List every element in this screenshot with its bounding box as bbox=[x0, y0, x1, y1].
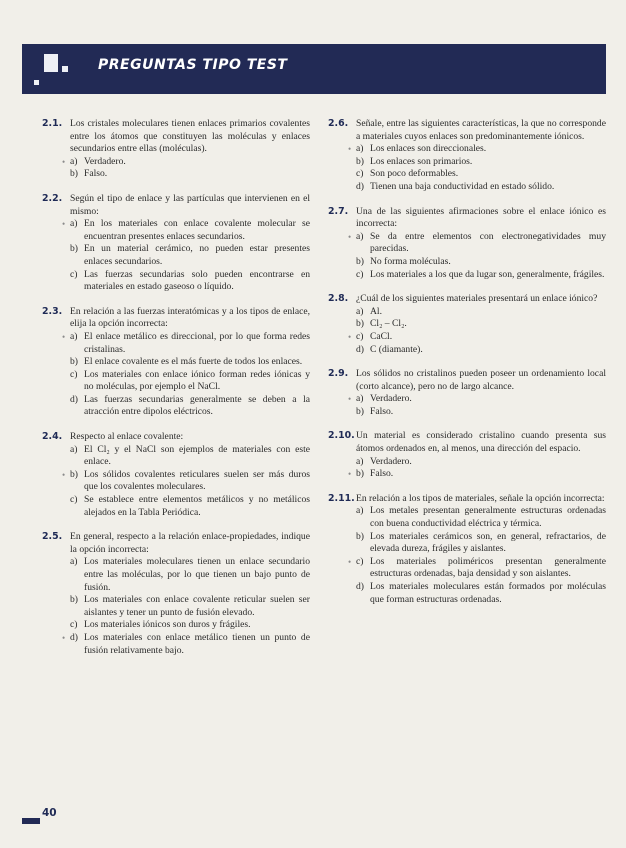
question-text: Un material es considerado cristalino cuando presenta sus átomos ordenados en, al menos, una dirección del espacio. bbox=[356, 430, 606, 455]
pencil-mark-icon: • bbox=[62, 469, 66, 480]
option-letter: b) bbox=[70, 356, 78, 368]
answer-option bbox=[328, 406, 606, 419]
question-text: Una de las siguientes afirmaciones sobre el enlace iónico es incorrecta: bbox=[356, 205, 606, 230]
pencil-mark-icon: • bbox=[62, 156, 66, 167]
option-letter: a) bbox=[70, 556, 78, 568]
answer-option bbox=[328, 456, 606, 469]
pencil-mark-icon: • bbox=[62, 632, 66, 643]
option-letter: a) bbox=[70, 330, 78, 342]
question-text: En relación a los tipos de materiales, señale la opción incorrecta: bbox=[356, 492, 605, 504]
option-text: Falso. bbox=[370, 405, 394, 417]
pencil-mark-icon: • bbox=[348, 144, 352, 155]
question-number: 2.4. bbox=[42, 431, 63, 443]
answer-option bbox=[42, 619, 310, 632]
option-letter: a) bbox=[356, 455, 364, 467]
option-letter: b) bbox=[356, 405, 364, 417]
option-letter: c) bbox=[356, 330, 364, 342]
option-text: Los materiales a los que da lugar son, generalmente, frágiles. bbox=[370, 268, 605, 280]
option-text: CaCl. bbox=[370, 330, 393, 342]
option-text: Se establece entre elementos metálicos y no metálicos alejados en la Tabla Periódica. bbox=[84, 494, 310, 518]
answer-option bbox=[328, 581, 606, 606]
option-text: El enlace metálico es direccional, por lo que forma redes cristalinas. bbox=[84, 330, 310, 355]
option-letter: a) bbox=[70, 218, 78, 230]
answer-option bbox=[328, 306, 606, 319]
option-letter: c) bbox=[356, 268, 364, 280]
answer-option bbox=[42, 556, 310, 594]
option-letter: b) bbox=[70, 243, 78, 255]
question-number: 2.7. bbox=[328, 205, 349, 217]
option-letter: a) bbox=[356, 393, 364, 405]
answer-option bbox=[42, 494, 310, 519]
option-text: C (diamante). bbox=[370, 343, 423, 355]
option-text: Las fuerzas secundarias generalmente se deben a la atracción entre dipolos eléctricos. bbox=[84, 393, 310, 418]
question-number: 2.11. bbox=[328, 492, 355, 504]
question-number: 2.5. bbox=[42, 531, 63, 543]
question-number: 2.6. bbox=[328, 118, 349, 129]
option-letter: b) bbox=[356, 318, 364, 330]
question-number: 2.10. bbox=[328, 430, 355, 442]
answer-option bbox=[328, 181, 606, 194]
answer-option bbox=[328, 156, 606, 169]
answer-option bbox=[42, 156, 310, 169]
question bbox=[42, 118, 310, 181]
answer-option bbox=[328, 256, 606, 269]
option-letter: d) bbox=[70, 393, 78, 405]
pencil-mark-icon: • bbox=[62, 219, 66, 230]
option-text: No forma moléculas. bbox=[370, 255, 451, 267]
option-text: Los enlaces son primarios. bbox=[370, 155, 473, 167]
question bbox=[328, 118, 606, 194]
page-number-bar bbox=[22, 818, 40, 824]
option-letter: c) bbox=[356, 168, 364, 180]
option-letter: d) bbox=[356, 581, 364, 592]
pencil-mark-icon: • bbox=[348, 331, 352, 342]
option-text: Los materiales moleculares tienen un enlace secundario entre las moléculas, por lo que tienen un bajo punto de fusión. bbox=[84, 556, 310, 593]
answer-option bbox=[42, 594, 310, 619]
option-letter: a) bbox=[356, 230, 364, 242]
option-letter: c) bbox=[70, 494, 78, 506]
option-text: Cl₂ – Cl₂. bbox=[370, 318, 407, 330]
question-number: 2.8. bbox=[328, 293, 349, 305]
pencil-mark-icon: • bbox=[348, 469, 352, 480]
pencil-mark-icon: • bbox=[348, 394, 352, 405]
answer-option bbox=[42, 394, 310, 419]
page-number: 40 bbox=[42, 807, 57, 819]
option-letter: d) bbox=[356, 343, 364, 355]
option-text: En un material cerámico, no pueden estar presentes enlaces secundarios. bbox=[84, 243, 310, 267]
option-text: El Cl₂ y el NaCl son ejemplos de materiales con este enlace. bbox=[84, 443, 310, 468]
question-text: Señale, entre las siguientes características, la que no corresponde a materiales cuyos enlaces son predominantemente iónicos. bbox=[356, 118, 606, 142]
option-text: Los materiales con enlace metálico tienen un punto de fusión relativamente bajo. bbox=[84, 631, 310, 656]
question-text: En relación a las fuerzas interatómicas y a los tipos de enlace, elija la opción incorrecta: bbox=[70, 305, 310, 330]
answer-option bbox=[328, 168, 606, 181]
option-text: Los materiales cerámicos son, en general, refractarios, de elevada dureza, frágiles y aislantes. bbox=[370, 530, 606, 555]
option-letter: c) bbox=[70, 268, 78, 280]
option-letter: d) bbox=[356, 180, 364, 192]
option-text: Los materiales con enlace covalente reticular suelen ser aislantes y tener un punto de fusión elevado. bbox=[84, 594, 310, 618]
option-text: Los materiales con enlace iónico forman redes iónicas y no moléculas, por ejemplo el NaCl. bbox=[84, 368, 310, 393]
option-letter: c) bbox=[70, 368, 78, 380]
option-text: Los enlaces son direccionales. bbox=[370, 143, 487, 155]
option-letter: b) bbox=[356, 155, 364, 167]
option-letter: b) bbox=[356, 468, 364, 480]
answer-option bbox=[42, 168, 310, 181]
left-column bbox=[42, 118, 310, 669]
option-text: Los metales presentan generalmente estructuras ordenadas con buena conductividad eléctrica y térmica. bbox=[370, 505, 606, 530]
answer-option bbox=[328, 344, 606, 357]
option-text: Las fuerzas secundarias solo pueden encontrarse en materiales en estado gaseoso o líquido. bbox=[84, 268, 310, 293]
question-number: 2.9. bbox=[328, 368, 349, 380]
pencil-mark-icon: • bbox=[62, 331, 66, 342]
banner-dot-icon bbox=[34, 80, 39, 85]
option-text: Los materiales iónicos son duros y frágiles. bbox=[84, 619, 251, 631]
option-text: Tienen una baja conductividad en estado sólido. bbox=[370, 180, 555, 192]
answer-option bbox=[42, 269, 310, 294]
answer-option bbox=[328, 269, 606, 282]
question bbox=[42, 431, 310, 519]
option-text: El enlace covalente es el más fuerte de todos los enlaces. bbox=[84, 356, 303, 368]
question bbox=[328, 293, 606, 356]
banner-small-square-icon bbox=[62, 66, 68, 72]
option-letter: b) bbox=[356, 255, 364, 267]
option-letter: a) bbox=[356, 505, 364, 517]
option-text: En los materiales con enlace covalente molecular se encuentran presentes enlaces secundarios. bbox=[84, 218, 310, 242]
question-text: ¿Cuál de los siguientes materiales presentará un enlace iónico? bbox=[356, 293, 598, 305]
question bbox=[328, 493, 606, 606]
answer-option bbox=[328, 231, 606, 256]
question-text: Según el tipo de enlace y las partículas que intervienen en el mismo: bbox=[70, 192, 310, 217]
answer-option bbox=[42, 218, 310, 243]
answer-option bbox=[328, 556, 606, 581]
question bbox=[42, 193, 310, 294]
option-text: Falso. bbox=[84, 168, 108, 180]
option-text: Falso. bbox=[370, 468, 394, 480]
option-letter: c) bbox=[356, 555, 364, 567]
question-text: Respecto al enlace covalente: bbox=[70, 431, 184, 443]
answer-option bbox=[328, 331, 606, 344]
question bbox=[42, 531, 310, 657]
option-letter: b) bbox=[70, 168, 78, 180]
answer-option bbox=[328, 318, 606, 331]
question-text: Los cristales moleculares tienen enlaces primarios covalentes entre los átomos que constituyen las moléculas y enlaces secundarios entre ellas (moléculas). bbox=[70, 118, 310, 155]
answer-option bbox=[42, 632, 310, 657]
option-letter: b) bbox=[356, 530, 364, 542]
question-number: 2.2. bbox=[42, 192, 63, 204]
answer-option bbox=[42, 369, 310, 394]
answer-option bbox=[328, 468, 606, 481]
option-text: Los materiales moleculares están formados por moléculas que forman estructuras ordenadas. bbox=[370, 581, 606, 605]
option-letter: b) bbox=[70, 468, 78, 480]
option-text: Verdadero. bbox=[370, 393, 412, 405]
question-number: 2.3. bbox=[42, 305, 63, 317]
option-letter: c) bbox=[70, 619, 78, 631]
question bbox=[328, 430, 606, 480]
answer-option bbox=[328, 393, 606, 406]
question-text: Los sólidos no cristalinos pueden poseer un ordenamiento local (corto alcance), pero no de largo alcance. bbox=[356, 368, 606, 392]
answer-option bbox=[42, 243, 310, 268]
option-text: Son poco deformables. bbox=[370, 168, 459, 180]
option-letter: b) bbox=[70, 594, 78, 606]
answer-option bbox=[328, 505, 606, 530]
option-text: Verdadero. bbox=[84, 155, 126, 167]
option-text: Se da entre elementos con electronegatividades muy parecidas. bbox=[370, 230, 606, 255]
question-number: 2.1. bbox=[42, 118, 63, 129]
answer-option bbox=[42, 469, 310, 494]
question-text: En general, respecto a la relación enlace-propiedades, indique la opción incorrecta: bbox=[70, 531, 310, 555]
right-column bbox=[328, 118, 606, 618]
option-letter: a) bbox=[356, 143, 364, 155]
pencil-mark-icon: • bbox=[348, 231, 352, 242]
option-text: Los materiales poliméricos presentan generalmente estructuras ordenadas, baja densidad y son aislantes. bbox=[370, 555, 606, 580]
option-letter: d) bbox=[70, 631, 78, 643]
option-letter: a) bbox=[356, 305, 364, 317]
answer-option bbox=[328, 531, 606, 556]
answer-option bbox=[42, 331, 310, 356]
question bbox=[328, 206, 606, 282]
question bbox=[42, 306, 310, 419]
question bbox=[328, 368, 606, 418]
answer-option bbox=[328, 143, 606, 156]
answer-option bbox=[42, 356, 310, 369]
banner-square-icon bbox=[44, 54, 58, 72]
pencil-mark-icon: • bbox=[348, 556, 352, 567]
option-text: Al. bbox=[370, 305, 382, 317]
option-text: Verdadero. bbox=[370, 455, 412, 467]
section-title: PREGUNTAS TIPO TEST bbox=[98, 57, 288, 73]
option-letter: a) bbox=[70, 155, 78, 167]
option-letter: a) bbox=[70, 443, 78, 455]
option-text: Los sólidos covalentes reticulares suelen ser más duros que los covalentes moleculares. bbox=[84, 468, 310, 493]
answer-option bbox=[42, 444, 310, 469]
